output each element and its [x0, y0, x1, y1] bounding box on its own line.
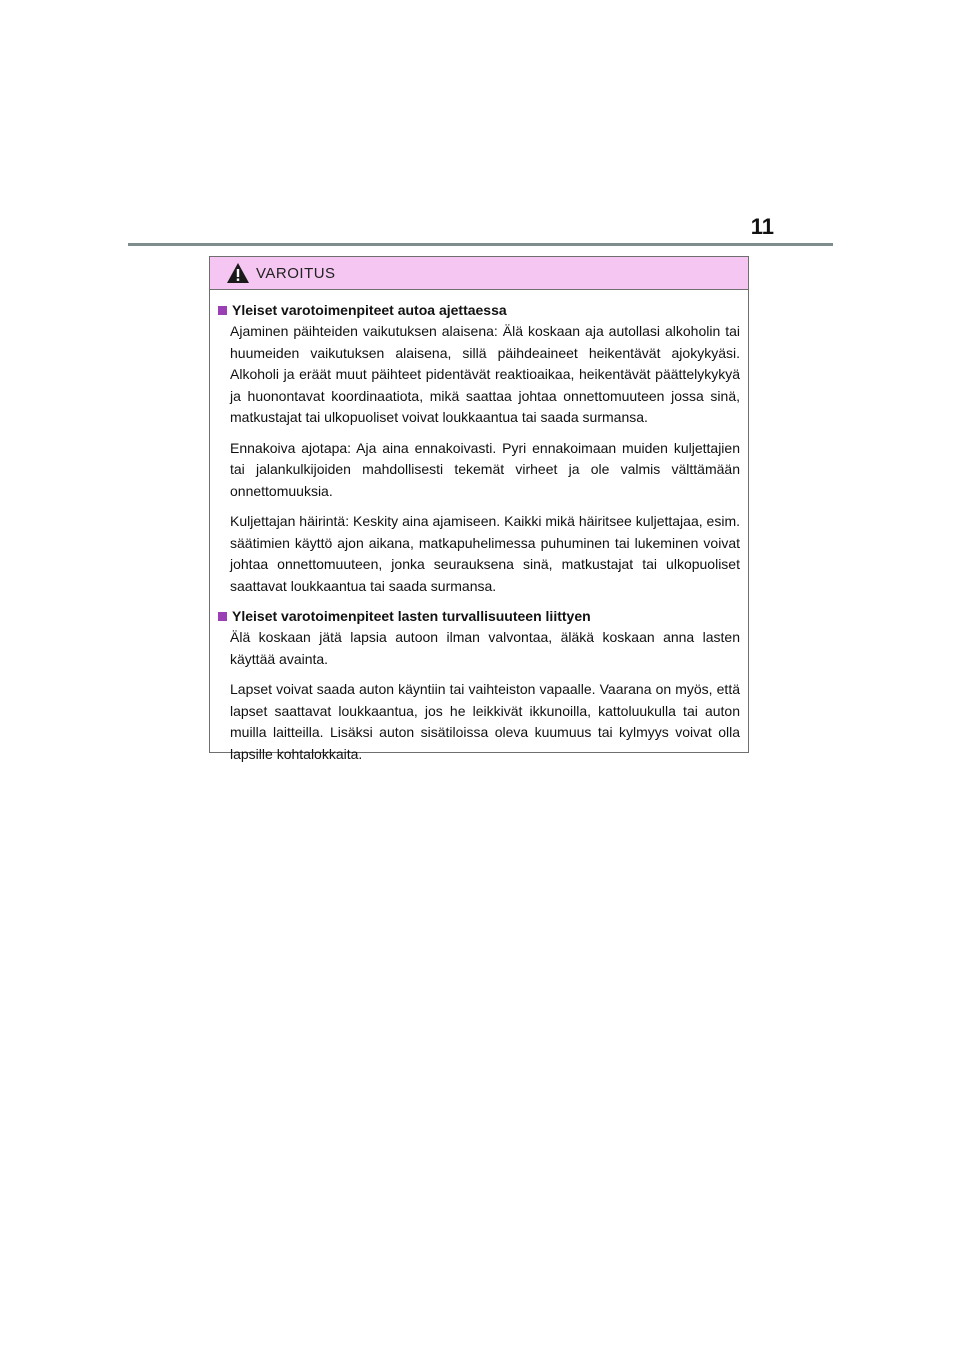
- section-driving-precautions: [218, 300, 740, 597]
- paragraph-driver-distraction: Kuljettajan häirintä: Keskity aina ajamiseen. Kaikki mikä häiritsee kuljettajaa, esim. säätimien käyttö ajon aikana, matkapuhelimessa puhuminen tai lukeminen voivat johtaa onnettomuuteen, jonka seurauksena sinä, matkustajat tai ulkopuoliset saattavat loukkaantua tai saada surmansa.: [230, 513, 740, 594]
- paragraph-intoxicated-driving: Ajaminen päihteiden vaikutuksen alaisena: Älä koskaan aja autollasi alkoholin tai huumeiden vaikutuksen alaisena, sillä päihdeaineet heikentävät ajokykyäsi. Alkoholi ja eräät muut päihteet pidentävät reaktioaikaa, heikentävät päättelykykyä ja huonontavat koordinaatiota, mikä saattaa johtaa onnettomuuteen jossa sinä, matkustajat tai ulkopuoliset voivat loukkaantua tai saada surmansa.: [230, 323, 740, 425]
- paragraph-children-unattended: Älä koskaan jätä lapsia autoon ilman valvontaa, äläkä koskaan anna lasten käyttää avainta.: [230, 629, 740, 667]
- square-bullet-icon: [218, 306, 227, 315]
- section-child-safety: [218, 606, 740, 765]
- header-rule: [128, 243, 833, 246]
- page-number: 11: [750, 214, 774, 239]
- section-heading: [218, 300, 740, 320]
- square-bullet-icon: [218, 612, 227, 621]
- section-heading-text: Yleiset varotoimenpiteet autoa ajettaessa: [232, 302, 507, 318]
- section-heading: [218, 606, 740, 626]
- warning-title: VAROITUS: [256, 264, 336, 282]
- warning-header: [210, 257, 748, 290]
- warning-triangle-icon: [226, 262, 250, 284]
- paragraph-defensive-driving: Ennakoiva ajotapa: Aja aina ennakoivasti. Pyri ennakoimaan muiden kuljettajien tai jalankulkijoiden mahdollisesti tekemät virheet ja ole valmis välttämään onnettomuuksia.: [230, 439, 740, 499]
- paragraph-children-hazards: Lapset voivat saada auton käyntiin tai vaihteiston vapaalle. Vaarana on myös, että lapset saattavat loukkaantua, jos he leikkivät ikkunoilla, kattoluukulla tai auton muilla laitteilla. Lisäksi auton sisätiloissa oleva kuumuus tai kylmyys voivat olla lapsille kohtalokkaita.: [230, 681, 740, 762]
- warning-body: [210, 290, 748, 765]
- section-heading-text: Yleiset varotoimenpiteet lasten turvallisuuteen liittyen: [232, 608, 591, 624]
- warning-box: [209, 256, 749, 762]
